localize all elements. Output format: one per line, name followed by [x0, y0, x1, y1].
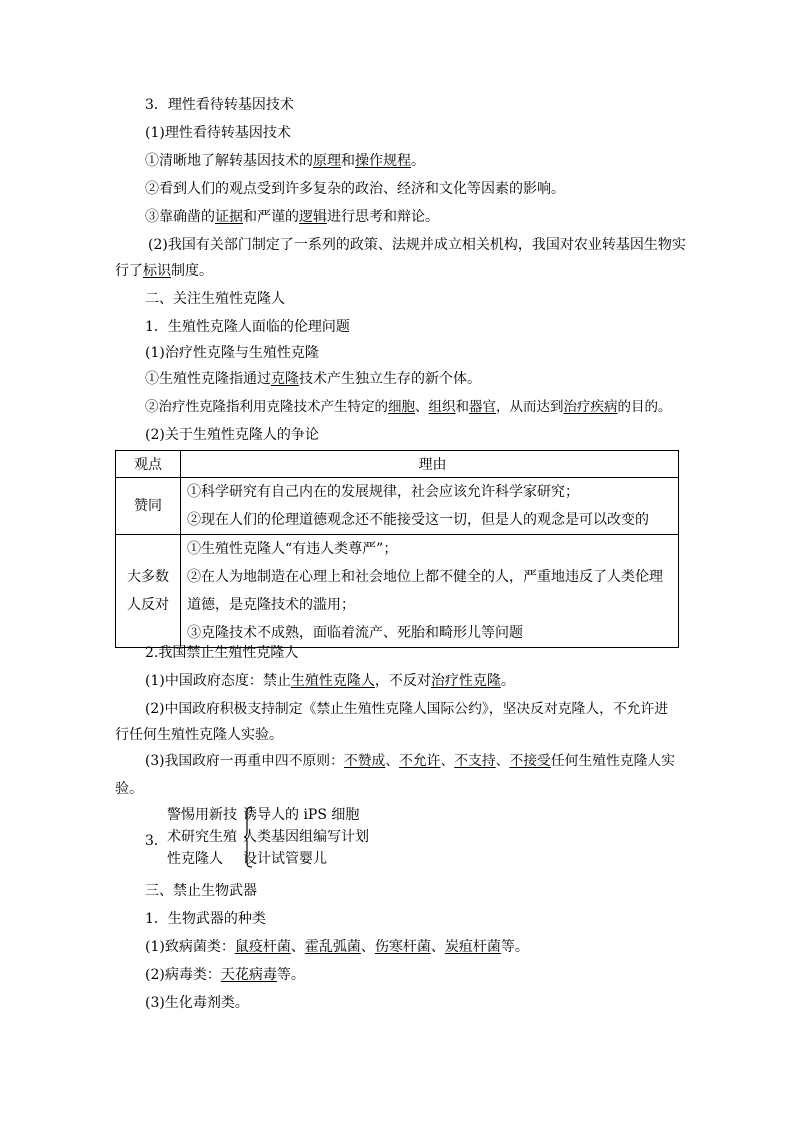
debate-table: [115, 450, 679, 648]
list-item: 人类基因组编写计划: [243, 829, 369, 845]
underlined-term: 不赞成: [343, 753, 386, 769]
underlined-term: 逻辑: [299, 209, 327, 225]
text: ①清晰地了解转基因技术的: [145, 153, 313, 169]
subheading: (1)治疗性克隆与生殖性克隆: [145, 345, 319, 361]
reason-line: 道德，是克隆技术的滥用；: [187, 597, 355, 613]
text: 任何生殖性克隆人实: [550, 753, 676, 769]
underlined-term: 治疗性克隆: [430, 673, 501, 689]
table-header-row: [116, 451, 679, 478]
underlined-term: 证据: [215, 209, 243, 225]
view-text: 人反对: [127, 597, 169, 613]
text: (2)病毒类：: [145, 967, 221, 983]
paragraph: [145, 208, 439, 226]
paragraph: [145, 370, 481, 388]
underlined-term: 细胞: [388, 399, 415, 415]
table-row: [116, 535, 679, 648]
underlined-term: 治疗疾病: [563, 399, 618, 415]
underlined-term: 克隆: [271, 371, 299, 387]
view-cell: [116, 535, 181, 648]
underlined-term: 操作规程: [355, 153, 411, 169]
underlined-term: 伤寒杆菌: [374, 939, 431, 955]
paragraph: [145, 672, 515, 690]
paragraph: (2)我国有关部门制定了一系列的政策、法规并成立相关机构，我国对农业转基因生物实: [148, 237, 686, 253]
text: 、: [290, 939, 305, 955]
table-header-view: 观点: [116, 451, 181, 478]
text: 、: [495, 753, 510, 769]
text: 。: [411, 153, 425, 169]
text: 、: [360, 939, 375, 955]
underlined-term: 不接受: [509, 753, 551, 769]
underlined-term: 器官: [469, 399, 496, 415]
view-text: 赞同: [134, 498, 162, 514]
text: ，从而达到: [496, 399, 564, 415]
reason-line: ②现在人们的伦理道德观念还不能接受这一切，但是人的观念是可以改变的: [187, 512, 649, 528]
paragraph: [145, 966, 305, 984]
list-number: 3．: [145, 833, 168, 849]
brace-topic: 警惕用新技术研究生殖性克隆人: [167, 807, 237, 867]
text: ，不反对: [374, 673, 431, 689]
subheading: 1．生物武器的种类: [145, 911, 266, 927]
paragraph: [145, 938, 529, 956]
text: 、: [440, 753, 455, 769]
text: 。: [500, 673, 515, 689]
text: (3)我国政府一再重申四不原则：: [145, 753, 344, 769]
underlined-term: 标识: [143, 263, 171, 279]
underlined-term: 炭疽杆菌: [444, 939, 501, 955]
underlined-term: 不允许: [399, 753, 441, 769]
underlined-term: 霍乱弧菌: [304, 939, 361, 955]
subheading: (2)关于生殖性克隆人的争论: [145, 427, 319, 443]
paragraph: ②看到人们的观点受到许多复杂的政治、经济和文化等因素的影响。: [145, 181, 565, 197]
text: 、: [385, 753, 400, 769]
list-item: 设计试管婴儿: [243, 851, 327, 867]
paragraph: 验。: [115, 781, 143, 797]
view-text: 大多数: [127, 569, 169, 585]
text: 、: [430, 939, 445, 955]
text: (1)致病菌类：: [145, 939, 235, 955]
reason-line: ①生殖性克隆人“有违人类尊严”；: [187, 541, 398, 557]
text: 和: [341, 153, 355, 169]
section-heading: 3．理性看待转基因技术: [145, 97, 294, 113]
text: 、: [415, 399, 429, 415]
table-header-reason: 理由: [181, 451, 679, 478]
brace-list: [145, 804, 445, 874]
section-heading: 三、禁止生物武器: [145, 883, 257, 899]
text: 的目的。: [617, 399, 672, 415]
subheading: (1)理性看待转基因技术: [145, 125, 291, 141]
underlined-term: 天花病毒: [220, 967, 277, 983]
paragraph: (2)中国政府积极支持制定《禁止生殖性克隆人国际公约》，坚决反对克隆人，不允许进: [145, 701, 669, 717]
underlined-term: 原理: [313, 153, 341, 169]
paragraph: [145, 398, 672, 416]
reason-cell: [181, 535, 679, 648]
list-item: 诱导人的 iPS 细胞: [243, 807, 360, 823]
reason-cell: [181, 478, 679, 535]
text: ①生殖性克隆指通过: [145, 371, 271, 387]
reason-line: ③克隆技术不成熟，面临着流产、死胎和畸形儿等问题: [187, 625, 523, 641]
text: 和严谨的: [243, 209, 299, 225]
subheading: 2.我国禁止生殖性克隆人: [145, 645, 299, 661]
underlined-term: 鼠疫杆菌: [234, 939, 291, 955]
text: ②治疗性克隆指利用克隆技术产生特定的: [145, 399, 388, 415]
reason-line: ②在人为地制造在心理上和社会地位上都不健全的人，严重地违反了人类伦理: [187, 569, 663, 585]
text: 制度。: [171, 263, 213, 279]
text: ③靠确凿的: [145, 209, 215, 225]
brace-items: [243, 804, 369, 870]
paragraph: 行任何生殖性克隆人实验。: [115, 727, 283, 743]
text: 等。: [276, 967, 305, 983]
paragraph: (3)生化毒剂类。: [145, 995, 249, 1011]
underlined-term: 生殖性克隆人: [290, 673, 375, 689]
section-heading: 二、关注生殖性克隆人: [145, 291, 285, 307]
underlined-term: 不支持: [454, 753, 496, 769]
text: 行了: [115, 263, 143, 279]
table-row: [116, 478, 679, 535]
text: 等。: [500, 939, 529, 955]
text: 和: [455, 399, 469, 415]
paragraph: [145, 152, 425, 170]
text: 技术产生独立生存的新个体。: [299, 371, 481, 387]
underlined-term: 组织: [428, 399, 456, 415]
paragraph: [145, 752, 675, 770]
view-cell: [116, 478, 181, 535]
text: (1)中国政府态度：禁止: [145, 673, 291, 689]
text: 进行思考和辩论。: [327, 209, 439, 225]
subheading: 1．生殖性克隆人面临的伦理问题: [145, 319, 350, 335]
reason-line: ①科学研究有自己内在的发展规律，社会应该允许科学家研究；: [187, 484, 579, 500]
paragraph: [115, 262, 213, 280]
